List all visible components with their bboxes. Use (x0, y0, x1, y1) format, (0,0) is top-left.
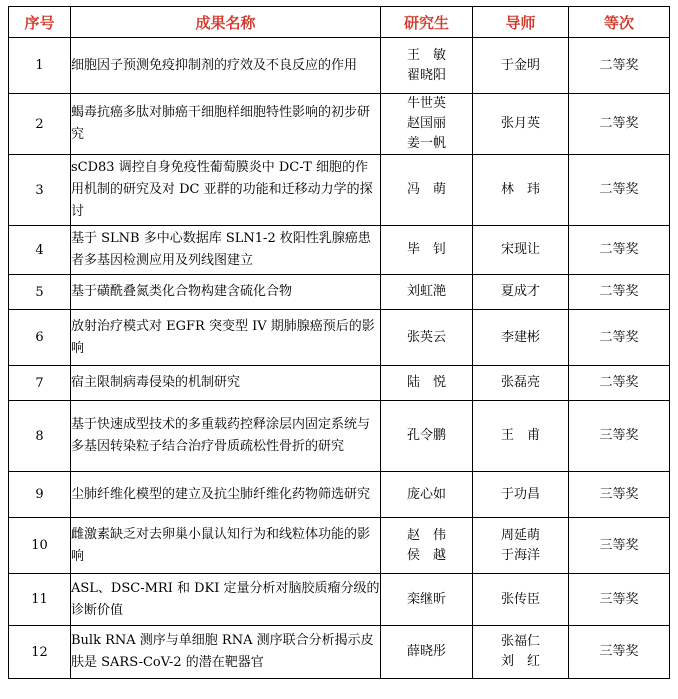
student-cell (381, 366, 473, 401)
award-level: 三等奖 (569, 401, 670, 472)
advisor-cell (473, 94, 569, 155)
advisor-cell (473, 38, 569, 94)
student-cell (381, 626, 473, 679)
table-row (9, 226, 670, 275)
row-number: 5 (9, 275, 71, 310)
advisor-cell (473, 518, 569, 574)
student-cell (381, 574, 473, 626)
student-name: 赵国丽 (406, 116, 446, 131)
advisor-name: 于海洋 (500, 547, 540, 563)
student-name: 孔令鹏 (406, 428, 446, 443)
award-level: 二等奖 (569, 366, 670, 401)
advisor-name: 张传臣 (500, 591, 540, 607)
advisor-cell (473, 275, 569, 310)
award-level: 三等奖 (569, 626, 670, 679)
advisor-name: 李建彬 (500, 329, 540, 345)
student-cell (381, 310, 473, 366)
table-row (9, 155, 670, 226)
advisor-cell (473, 226, 569, 275)
advisor-name: 林 玮 (500, 182, 540, 197)
student-name: 牛世英 (406, 96, 446, 111)
award-level: 三等奖 (569, 472, 670, 518)
row-number: 12 (9, 626, 71, 679)
table-row (9, 626, 670, 679)
table-row (9, 38, 670, 94)
advisor-name: 刘 红 (500, 654, 540, 669)
student-name: 王 敏 (406, 47, 446, 63)
student-cell (381, 226, 473, 275)
advisor-name: 王 甫 (500, 428, 540, 443)
header-no: 序号 (9, 7, 71, 38)
achievement-title: 尘肺纤维化模型的建立及抗尘肺纤维化药物筛选研究 (71, 472, 381, 518)
achievement-title: 雌激素缺乏对去卵巢小鼠认知行为和线粒体功能的影响 (71, 518, 381, 574)
table-row (9, 574, 670, 626)
student-name: 栾继昕 (406, 591, 446, 607)
advisor-cell (473, 472, 569, 518)
award-level: 二等奖 (569, 275, 670, 310)
row-number: 1 (9, 38, 71, 94)
student-cell (381, 518, 473, 574)
award-level: 二等奖 (569, 94, 670, 155)
header-award: 等次 (569, 7, 670, 38)
advisor-name: 张磊亮 (500, 375, 540, 390)
advisor-cell (473, 310, 569, 366)
row-number: 10 (9, 518, 71, 574)
achievement-title: 放射治疗模式对 EGFR 突变型 IV 期肺腺癌预后的影响 (71, 310, 381, 366)
table-body (9, 38, 670, 679)
award-level: 三等奖 (569, 574, 670, 626)
achievement-title: sCD83 调控自身免疫性葡萄膜炎中 DC-T 细胞的作用机制的研究及对 DC 亚群的功能和迁移动力学的探讨 (71, 155, 381, 226)
award-level: 二等奖 (569, 226, 670, 275)
achievement-title: 基于 SLNB 多中心数据库 SLN1-2 枚阳性乳腺癌患者多基因检测应用及列线图建立 (71, 226, 381, 275)
row-number: 9 (9, 472, 71, 518)
student-name: 薛晓彤 (406, 644, 446, 659)
header-title: 成果名称 (71, 7, 381, 38)
student-cell (381, 401, 473, 472)
header-student: 研究生 (381, 7, 473, 38)
achievement-title: 基于磺酰叠氮类化合物构建含硫化合物 (71, 275, 381, 310)
table-row (9, 518, 670, 574)
table-row (9, 366, 670, 401)
table-row (9, 472, 670, 518)
student-name: 庞心如 (406, 486, 446, 502)
header-row (9, 7, 670, 38)
award-level: 二等奖 (569, 310, 670, 366)
row-number: 2 (9, 94, 71, 155)
achievement-title: ASL、DSC-MRI 和 DKI 定量分析对脑胶质瘤分级的诊断价值 (71, 574, 381, 626)
student-name: 翟晓阳 (406, 67, 446, 83)
advisor-cell (473, 401, 569, 472)
row-number: 11 (9, 574, 71, 626)
student-name: 陆 悦 (406, 375, 446, 390)
student-name: 冯 萌 (406, 182, 446, 197)
table-row (9, 275, 670, 310)
advisor-name: 宋现让 (500, 242, 540, 257)
advisor-cell (473, 574, 569, 626)
row-number: 8 (9, 401, 71, 472)
achievement-title: Bulk RNA 测序与单细胞 RNA 测序联合分析揭示皮肤是 SARS-CoV-2 的潜在靶器官 (71, 626, 381, 679)
student-name: 刘虹滟 (406, 284, 446, 299)
achievement-title: 蝎毒抗癌多肽对肺癌干细胞样细胞特性影响的初步研究 (71, 94, 381, 155)
student-name: 赵 伟 (406, 527, 446, 543)
header-advisor: 导师 (473, 7, 569, 38)
advisor-name: 夏成才 (500, 284, 540, 299)
table-row (9, 401, 670, 472)
achievement-title: 细胞因子预测免疫抑制剂的疗效及不良反应的作用 (71, 38, 381, 94)
student-cell (381, 472, 473, 518)
table-row (9, 310, 670, 366)
advisor-name: 张福仁 (500, 634, 540, 649)
row-number: 6 (9, 310, 71, 366)
student-name: 姜一帆 (406, 136, 446, 151)
student-cell (381, 94, 473, 155)
advisor-name: 于金明 (500, 57, 540, 73)
advisor-name: 周延萌 (500, 527, 540, 543)
row-number: 4 (9, 226, 71, 275)
achievement-title: 宿主限制病毒侵染的机制研究 (71, 366, 381, 401)
student-cell (381, 155, 473, 226)
award-level: 三等奖 (569, 518, 670, 574)
table-row (9, 94, 670, 155)
advisor-name: 张月英 (500, 116, 540, 131)
advisor-name: 于功昌 (500, 486, 540, 502)
student-name: 侯 越 (406, 547, 446, 563)
advisor-cell (473, 366, 569, 401)
advisor-cell (473, 626, 569, 679)
awards-table (8, 6, 670, 679)
row-number: 3 (9, 155, 71, 226)
student-name: 毕 钊 (406, 242, 446, 257)
row-number: 7 (9, 366, 71, 401)
student-name: 张英云 (406, 329, 446, 345)
award-level: 二等奖 (569, 38, 670, 94)
student-cell (381, 275, 473, 310)
student-cell (381, 38, 473, 94)
advisor-cell (473, 155, 569, 226)
award-level: 二等奖 (569, 155, 670, 226)
achievement-title: 基于快速成型技术的多重载药控释涂层内固定系统与多基因转染粒子结合治疗骨质疏松性骨折的研究 (71, 401, 381, 472)
